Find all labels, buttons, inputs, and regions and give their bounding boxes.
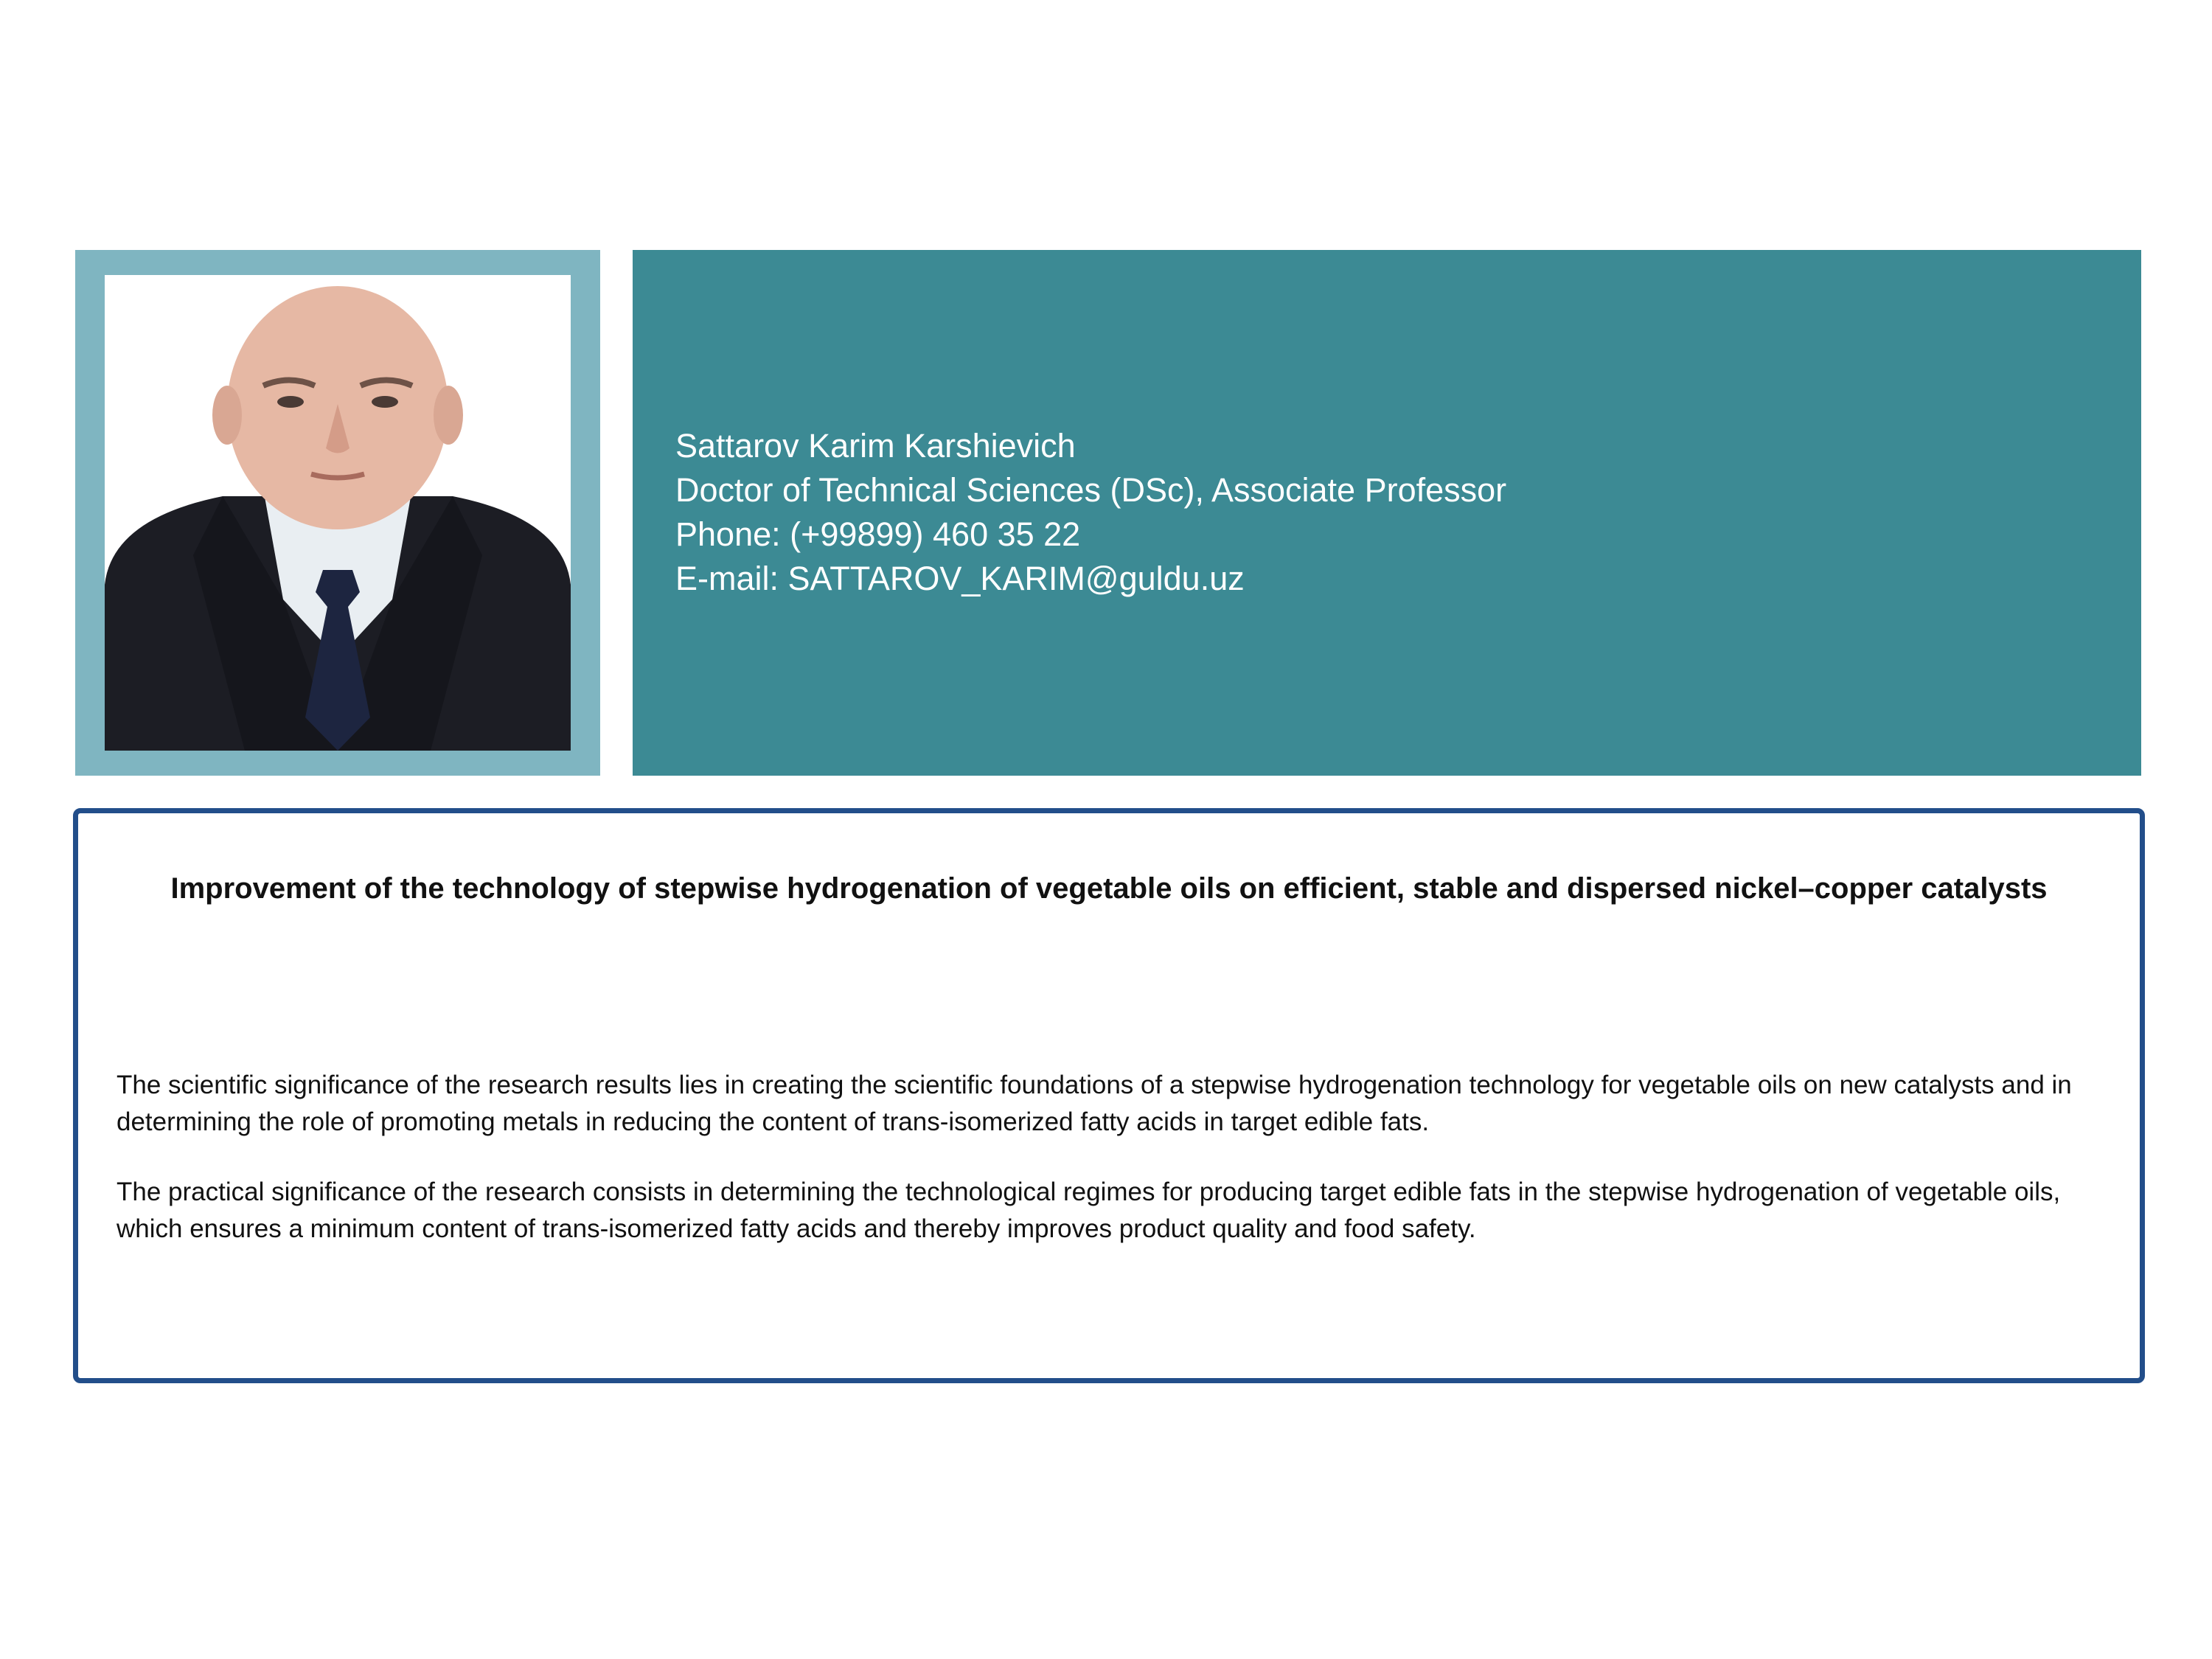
research-title: Improvement of the technology of stepwise hydrogenation of vegetable oils on efficient, stable and dispersed nickel–copper catalysts [170,872,2048,905]
scientific-significance-paragraph: The scientific significance of the research results lies in creating the scientific foundations of a stepwise hydrogenation technology for vegetable oils on new catalysts and in determining the role of promoting metals in reducing the content of trans-isomerized fatty acids in target edible fats. [116,1071,2072,1136]
profile-phone: Phone: (+99899) 460 35 22 [675,515,1081,553]
profile-degree: Doctor of Technical Sciences (DSc), Associate Professor [675,471,1507,509]
profile-info [675,424,1506,601]
profile-email: E-mail: SATTAROV_KARIM@guldu.uz [675,560,1245,597]
portrait-illustration [105,275,571,751]
research-summary-box [73,808,2145,1383]
practical-significance-paragraph: The practical significance of the research consists in determining the technological regimes for producing target edible fats in the stepwise hydrogenation of vegetable oils, which ensures a minimum content of trans-isomerized fatty acids and thereby improves product quality and food safety. [116,1178,2061,1243]
profile-info-panel [633,250,2141,776]
portrait-frame [75,250,600,776]
profile-name: Sattarov Karim Karshievich [675,427,1076,465]
portrait-photo [105,275,571,751]
